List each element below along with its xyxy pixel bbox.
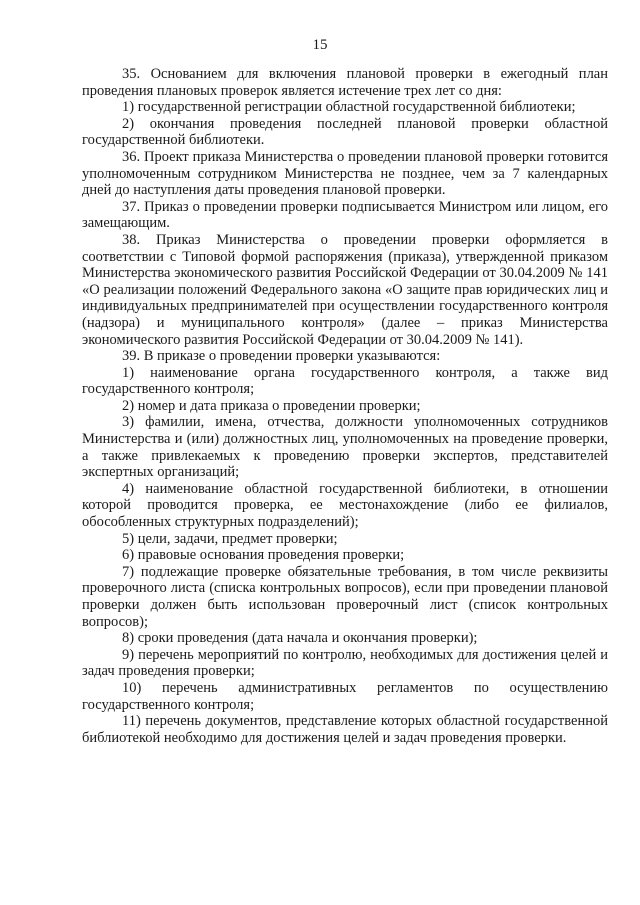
- paragraph-38: 38. Приказ Министерства о проведении проверки оформляется в соответствии с Типовой формой распоряжения (приказа), утвержденной приказом Министерства экономического развития Российской Федерации от 30.04.2009 № 141 «О реализации положений Федерального закона «О защите прав юридических лиц и индивидуальных предпринимателей при осуществлении государственного контроля (надзора) и муниципального контроля» (далее – приказ Министерства экономического развития Российской Федерации от 30.04.2009 № 141).: [82, 231, 608, 348]
- list-item: 1) государственной регистрации областной государственной библиотеки;: [122, 99, 576, 116]
- list-item: 2) окончания проведения последней плановой проверки областной государственной библиотеки.: [82, 115, 608, 149]
- list-item: 3) фамилии, имена, отчества, должности уполномоченных сотрудников Министерства и (или) должностных лиц, уполномоченных на проведение проверки, а также привлекаемых к проведению проверки экспертов, представителей экспертных организаций;: [82, 414, 608, 481]
- paragraph-39: 39. В приказе о проведении проверки указываются:: [122, 348, 441, 365]
- list-item: 4) наименование областной государственной библиотеки, в отношении которой проводится проверка, ее местонахождение (либо ее филиалов, обособленных структурных подразделений);: [82, 480, 608, 531]
- list-item: 2) номер и дата приказа о проведении проверки;: [122, 397, 421, 414]
- list-item: 5) цели, задачи, предмет проверки;: [122, 530, 338, 547]
- paragraph-36: 36. Проект приказа Министерства о проведении плановой проверки готовится уполномоченным сотрудником Министерства не позднее, чем за 7 календарных дней до наступления даты проведения плановой проверки.: [82, 148, 608, 199]
- list-item: 6) правовые основания проведения проверки;: [122, 547, 405, 564]
- paragraph-35: 35. Основанием для включения плановой проверки в ежегодный план проведения плановых проверок является истечение трех лет со дня:: [82, 66, 608, 99]
- page-number: 15: [312, 37, 328, 53]
- list-item: 11) перечень документов, представление которых областной государственной библиотекой необходимо для достижения целей и задач проведения проверки.: [82, 713, 608, 746]
- list-item: 7) подлежащие проверке обязательные требования, в том числе реквизиты проверочного листа (списка контрольных вопросов), если при проведении плановой проверки должен быть использован проверочный лист (список контрольных вопросов);: [82, 563, 608, 630]
- list-item: 10) перечень административных регламентов по осуществлению государственного контроля;: [82, 679, 608, 713]
- list-item: 8) сроки проведения (дата начала и окончания проверки);: [122, 630, 478, 647]
- list-item: 1) наименование органа государственного контроля, а также вид государственного контроля;: [82, 364, 608, 398]
- document-body: [82, 66, 608, 746]
- list-item: 9) перечень мероприятий по контролю, необходимых для достижения целей и задач проведения проверки;: [82, 646, 608, 680]
- paragraph-37: 37. Приказ о проведении проверки подписывается Министром или лицом, его замещающим.: [82, 198, 608, 232]
